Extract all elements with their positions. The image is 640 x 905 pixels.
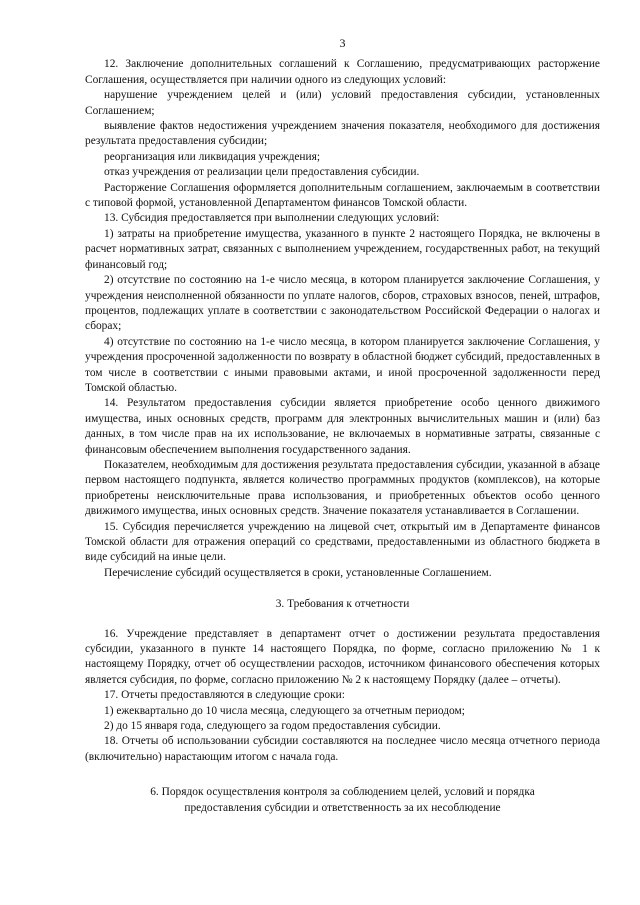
section-3: [85, 627, 600, 766]
paragraph-15: 15. Субсидия перечисляется учреждению на лицевой счет, открытый им в Департаменте финансов Томской области для отражения операций со средствами, предоставленными из областного бюджета в виде субсидий на иные цели.: [85, 520, 600, 564]
paragraph-15-transfer: Перечисление субсидий осуществляется в сроки, установленные Соглашением.: [104, 566, 492, 579]
section-6-title-line-1: 6. Порядок осуществления контроля за соблюдением целей, условий и порядка: [150, 786, 535, 799]
section-6-title-line-2: предоставления субсидии и ответственность за их несоблюдение: [184, 801, 501, 814]
paragraph-17-item-2: 2) до 15 января года, следующего за годом предоставления субсидии.: [104, 720, 441, 733]
paragraph-12-condition-3: реорганизация или ликвидация учреждения;: [104, 150, 321, 163]
section-2-continued: [85, 57, 600, 581]
paragraph-17: 17. Отчеты предоставляются в следующие сроки:: [104, 689, 345, 702]
paragraph-14-indicator: Показателем, необходимым для достижения результата предоставления субсидии, указанной в абзаце первом настоящего подпункта, является количество программных продуктов (комплексов), на которые приобретены неисключительные права использования, и приобретенных объектов особо ценного движимого имущества, иных основных средств. Значение показателя устанавливается в Соглашении.: [85, 458, 600, 518]
page-number: 3: [339, 36, 346, 50]
paragraph-18: 18. Отчеты об использовании субсидии составляются на последнее число месяца отчетного периода (включительно) нарастающим итогом с начала года.: [85, 735, 600, 763]
paragraph-12: 12. Заключение дополнительных соглашений к Соглашению, предусматривающих расторжение Соглашения, осуществляется при наличии одного из следующих условий:: [85, 58, 600, 86]
paragraph-termination: Расторжение Соглашения оформляется дополнительным соглашением, заключаемым в соответствии с типовой формой, установленной Департаментом финансов Томской области.: [85, 181, 600, 210]
paragraph-12-condition-1: нарушение учреждением целей и (или) условий предоставления субсидии, установленных Соглашением;: [85, 89, 600, 117]
section-6-title: [85, 785, 600, 816]
paragraph-17-item-1: 1) ежеквартально до 10 числа месяца, следующего за отчетным периодом;: [104, 704, 465, 717]
paragraph-13-item-1: 1) затраты на приобретение имущества, указанного в пункте 2 настоящего Порядка, не включены в расчет нормативных затрат, связанных с выполнением учреждением, государственных работ, на текущий финансовый год;: [85, 227, 600, 271]
paragraph-12-condition-4: отказ учреждения от реализации цели предоставления субсидии.: [104, 166, 420, 179]
paragraph-14: 14. Результатом предоставления субсидии является приобретение особо ценного движимого имущества, иных основных средств, программ для электронных вычислительных машин и (или) баз данных, в том числе прав на их использование, не включаемых в нормативные затраты, связанные с финансовым обеспечением выполнения государственного задания.: [85, 397, 600, 456]
paragraph-13-item-2: 2) отсутствие по состоянию на 1-е число месяца, в котором планируется заключение Соглашения, у учреждения неисполненной обязанности по уплате налогов, сборов, страховых взносов, пеней, штрафов, процентов, подлежащих уплате в соответствии с законодательством Российской Федерации о налогах и сборах;: [85, 274, 600, 333]
paragraph-16: 16. Учреждение представляет в департамент отчет о достижении результата предоставления субсидии, указанного в пункте 14 настоящего Порядка, по форме, согласно приложению № 1 к настоящему Порядку, отчет об осуществлении расходов, источником финансового обеспечения которых является субсидия, по форме, согласно приложению № 2 к настоящему Порядку (далее – отчеты).: [85, 627, 600, 686]
paragraph-12-condition-2: выявление фактов недостижения учреждением значения показателя, необходимого для достижения результата предоставления субсидии;: [85, 120, 600, 148]
paragraph-13: 13. Субсидия предоставляется при выполнении следующих условий:: [104, 212, 440, 225]
section-3-title: 3. Требования к отчетности: [275, 598, 410, 611]
paragraph-13-item-4: 4) отсутствие по состоянию на 1-е число месяца, в котором планируется заключение Соглашения, у учреждения просроченной задолженности по возврату в областной бюджет субсидий, предоставленных в том числе в соответствии с иными правовыми актами, и иной просроченной задолженности перед Томской областью.: [85, 335, 600, 394]
